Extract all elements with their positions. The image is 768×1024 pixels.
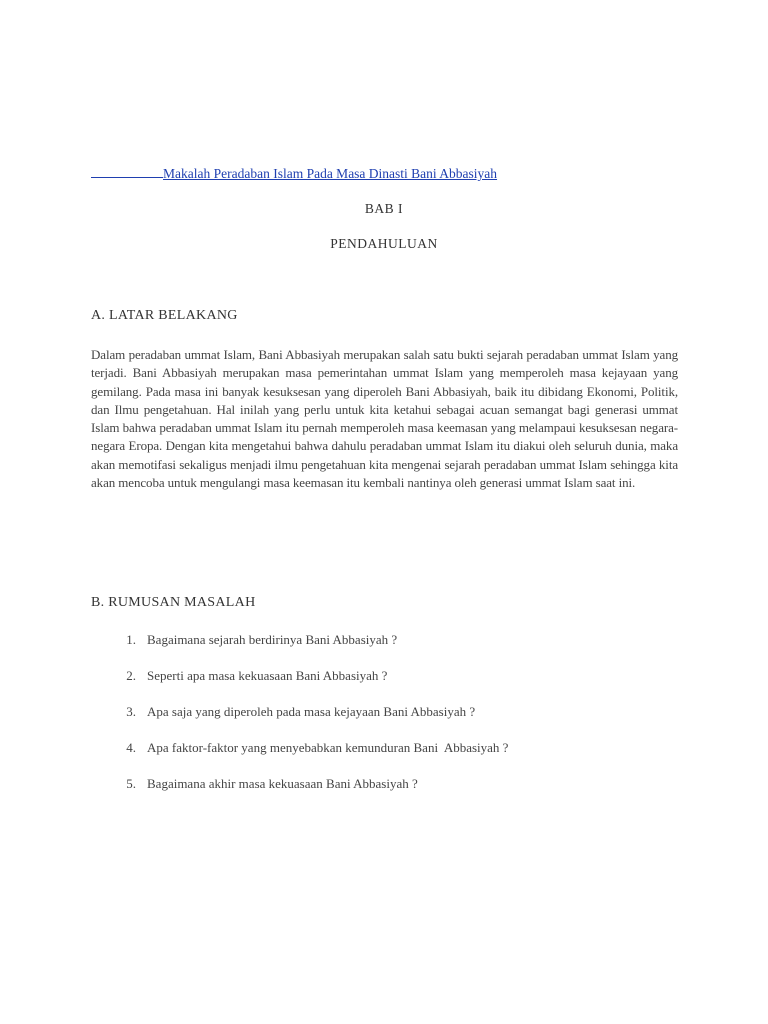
list-item: [91, 631, 678, 667]
question-list: [91, 631, 678, 811]
section-b-heading: B. RUMUSAN MASALAH: [91, 595, 256, 610]
document-title-line: [91, 164, 591, 183]
chapter-number: BAB I: [364, 201, 404, 216]
document-title-link[interactable]: Makalah Peradaban Islam Pada Masa Dinasti Bani Abbasiyah: [163, 166, 498, 181]
list-item-text: Apa saja yang diperoleh pada masa kejayaan Bani Abbasiyah ?: [147, 704, 476, 719]
list-item: [91, 703, 678, 739]
list-item-text: Bagaimana sejarah berdirinya Bani Abbasiyah ?: [147, 632, 398, 647]
list-item-number: 5.: [126, 776, 136, 791]
title-underline-lead: [91, 164, 163, 178]
list-item-number: 2.: [126, 668, 136, 683]
list-item: [91, 667, 678, 703]
list-item-text: Seperti apa masa kekuasaan Bani Abbasiyah ?: [147, 668, 388, 683]
list-item: [91, 775, 678, 811]
section-a-paragraph: Dalam peradaban ummat Islam, Bani Abbasiyah merupakan salah satu bukti sejarah peradaban ummat Islam yang terjadi. Bani Abbasiyah merupakan masa pemerintahan ummat Islam yang memperoleh masa kejayaan yang gemilang. Pada masa ini banyak kesuksesan yang diperoleh Bani Abbasiyah, baik itu dibidang Ekonomi, Politik, dan Ilmu pengetahuan. Hal inilah yang perlu untuk kita ketahui sebagai acuan semangat bagi generasi ummat Islam bahwa peradaban ummat Islam itu pernah memperoleh masa keemasan yang melampaui kesuksesan negara-negara Eropa. Dengan kita mengetahui bahwa dahulu peradaban ummat Islam itu diakui oleh seluruh dunia, maka akan memotifasi sekaligus menjadi ilmu pengetahuan kita mengenai sejarah peradaban ummat Islam sehingga kita akan mencoba untuk mengulangi masa keemasan itu kembali nantinya oleh generasi ummat Islam saat ini.: [91, 347, 678, 491]
list-item-text: Apa faktor-faktor yang menyebabkan kemunduran Bani Abbasiyah ?: [147, 740, 509, 755]
list-item: [91, 739, 678, 775]
chapter-title: PENDAHULUAN: [330, 236, 438, 251]
section-a-heading: A. LATAR BELAKANG: [91, 308, 238, 323]
list-item-number: 4.: [126, 740, 136, 755]
list-item-number: 1.: [126, 632, 136, 647]
list-item-number: 3.: [126, 704, 136, 719]
list-item-text: Bagaimana akhir masa kekuasaan Bani Abbasiyah ?: [147, 776, 418, 791]
